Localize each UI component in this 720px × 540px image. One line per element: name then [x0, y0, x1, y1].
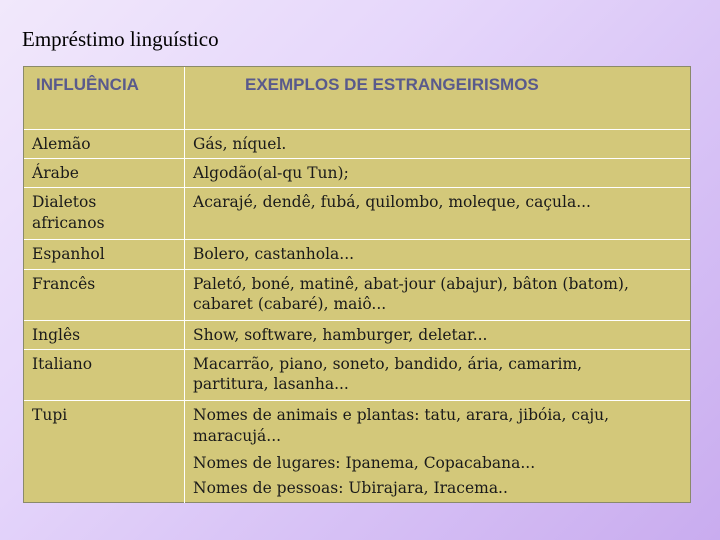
row-examples: Gás, níquel. — [193, 135, 287, 153]
table-row — [24, 159, 690, 187]
row-language: Tupi — [32, 406, 68, 424]
row-examples: Show, software, hamburger, deletar... — [193, 326, 488, 344]
table-row — [24, 188, 690, 239]
page-title: Empréstimo linguístico — [22, 27, 219, 51]
row-language-line: africanos — [32, 214, 105, 232]
row-examples-line: partitura, lasanha... — [193, 375, 349, 393]
header-influencia: INFLUÊNCIA — [36, 75, 139, 94]
row-language: Francês — [32, 275, 96, 293]
row-examples-line: Nomes de lugares: Ipanema, Copacabana... — [193, 454, 536, 472]
row-examples: Bolero, castanhola... — [193, 245, 355, 263]
table-row — [24, 270, 690, 320]
row-language: Italiano — [32, 355, 93, 373]
row-examples-line: Nomes de pessoas: Ubirajara, Iracema.. — [193, 479, 508, 497]
table-row — [24, 401, 690, 503]
influence-table — [23, 66, 691, 503]
header-exemplos: EXEMPLOS DE ESTRANGEIRISMOS — [245, 75, 539, 94]
row-examples-line: maracujá... — [193, 427, 282, 445]
table-header — [24, 67, 690, 129]
row-language: Alemão — [32, 135, 91, 153]
header-cell-influencia — [24, 67, 185, 129]
row-examples-line: cabaret (cabaré), maiô... — [193, 295, 387, 313]
row-language: Espanhol — [32, 245, 105, 263]
table-row — [24, 240, 690, 269]
table-row — [24, 350, 690, 400]
row-examples-line: Macarrão, piano, soneto, bandido, ária, camarim, — [193, 355, 583, 373]
row-language-line: Dialetos — [32, 193, 97, 211]
row-examples: Acarajé, dendê, fubá, quilombo, moleque, caçula... — [193, 193, 591, 211]
table-row — [24, 130, 690, 158]
row-language: Árabe — [32, 164, 79, 182]
table-row — [24, 321, 690, 349]
header-cell-exemplos — [185, 67, 690, 129]
row-examples-line: Paletó, boné, matinê, abat-jour (abajur), bâton (batom), — [193, 275, 629, 293]
row-language: Inglês — [32, 326, 81, 344]
row-examples-line: Nomes de animais e plantas: tatu, arara, jibóia, caju, — [193, 406, 610, 424]
row-examples: Algodão(al-qu Tun); — [193, 164, 349, 182]
